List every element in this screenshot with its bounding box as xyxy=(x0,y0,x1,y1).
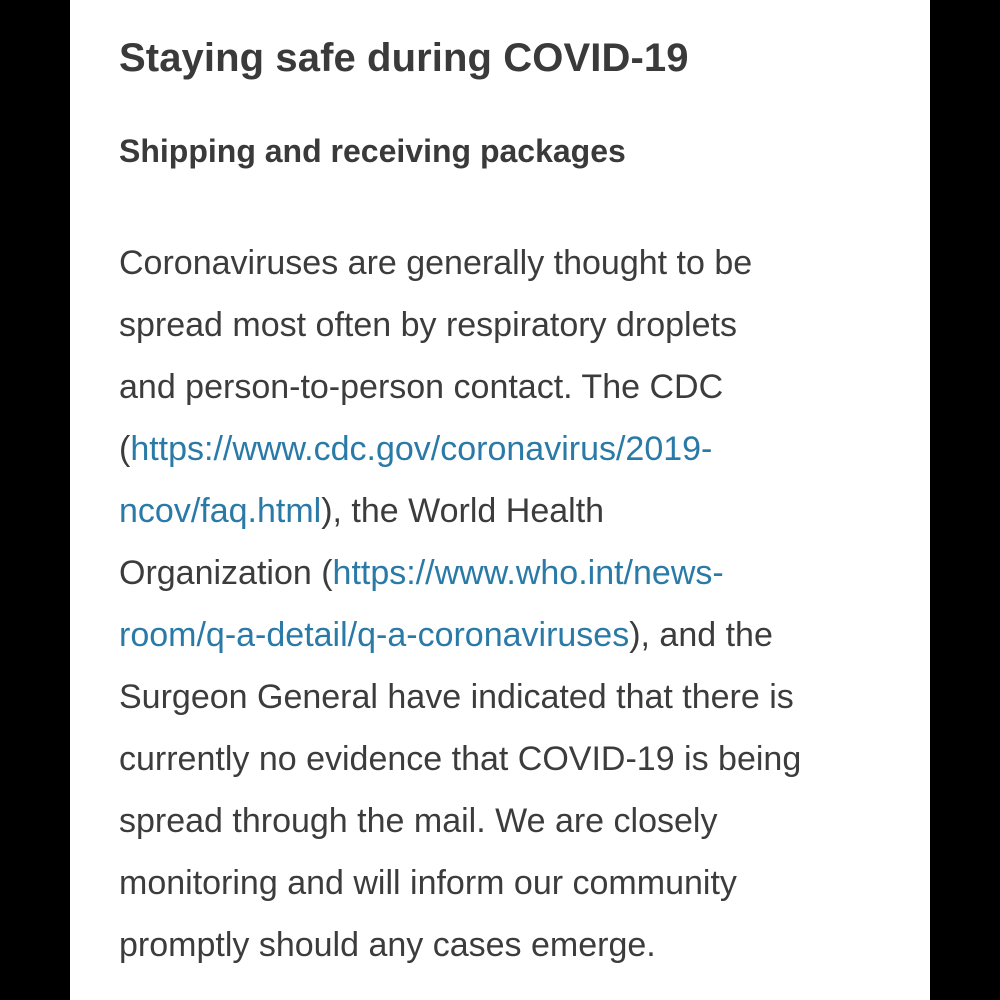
body-text-segment: spread through the mail. We are closely xyxy=(119,802,718,840)
body-text-segment: ), the World Health xyxy=(321,492,605,530)
body-line xyxy=(119,728,919,790)
body-line xyxy=(119,294,919,356)
body-line xyxy=(119,604,919,666)
body-line xyxy=(119,914,919,976)
who-link[interactable]: https://www.who.int/news- xyxy=(332,554,724,592)
body-text-segment: Surgeon General have indicated that there is xyxy=(119,678,794,716)
section-title: Shipping and receiving packages xyxy=(119,133,626,169)
body-line xyxy=(119,232,919,294)
who-link-continued[interactable]: room/q-a-detail/q-a-coronaviruses xyxy=(119,616,630,654)
body-line xyxy=(119,666,919,728)
cdc-link[interactable]: https://www.cdc.gov/coronavirus/2019- xyxy=(130,430,713,468)
body-text-segment: monitoring and will inform our community xyxy=(119,864,737,902)
body-line xyxy=(119,480,919,542)
body-text-segment: ( xyxy=(119,430,131,468)
body-line xyxy=(119,356,919,418)
body-line xyxy=(119,542,919,604)
article-body xyxy=(119,232,919,976)
cdc-link-continued[interactable]: ncov/faq.html xyxy=(119,492,322,530)
body-text-segment: Organization ( xyxy=(119,554,333,592)
body-text-segment: currently no evidence that COVID-19 is being xyxy=(119,740,802,778)
body-text-segment: Coronaviruses are generally thought to be xyxy=(119,244,753,282)
body-text-segment: and person-to-person contact. The CDC xyxy=(119,368,724,406)
body-text-segment: spread most often by respiratory droplets xyxy=(119,306,737,344)
article-card xyxy=(70,0,930,1000)
body-line xyxy=(119,418,919,480)
body-text-segment: promptly should any cases emerge. xyxy=(119,926,656,964)
body-line xyxy=(119,852,919,914)
body-text-segment: ), and the xyxy=(629,616,773,654)
body-line xyxy=(119,790,919,852)
page-title: Staying safe during COVID-19 xyxy=(119,36,689,80)
